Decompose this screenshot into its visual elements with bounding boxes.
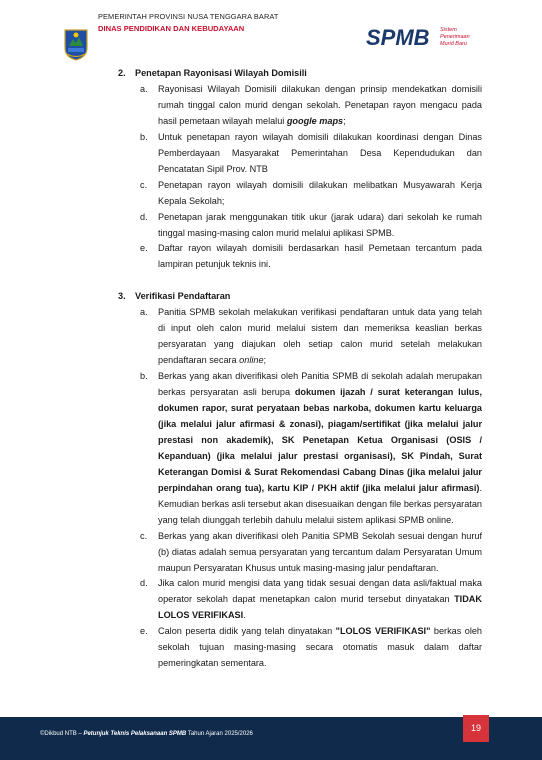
item-letter: a. (140, 83, 148, 94)
item-text (158, 305, 482, 369)
list-item (118, 178, 482, 210)
item-letter: b. (140, 371, 148, 382)
section (118, 289, 482, 672)
text-run: . Kemudian berkas asli tersebut akan disesuaikan dengan file berkas persyaratan yang telah diunggah terlebih dahulu melalui sistem aplikasi SPMB online. (158, 482, 482, 525)
section-number: 3. (118, 291, 126, 302)
item-text (158, 369, 482, 529)
text-run: google maps (286, 115, 344, 126)
text-run: ; (263, 355, 267, 366)
list-item (118, 305, 482, 369)
department-name: DINAS PENDIDIKAN DAN KEBUDAYAAN (98, 24, 245, 33)
list-item (118, 130, 482, 178)
text-run: Daftar rayon wilayah domisili berdasarkan hasil Pemetaan tercantum pada lampiran petunjuk teknis ini. (158, 243, 482, 270)
text-run: Calon peserta didik yang telah dinyatakan (158, 626, 336, 637)
page-number: 19 (463, 715, 489, 742)
list-item (118, 576, 482, 624)
item-letter: d. (140, 211, 148, 222)
footer-copyright: ©Dikbud NTB – (40, 731, 84, 737)
item-text (158, 82, 482, 130)
section-title: Verifikasi Pendaftaran (135, 291, 231, 302)
text-run: Panitia SPMB sekolah melakukan verifikasi pendaftaran untuk data yang telah di input oleh calon murid melalui sistem dan memeriksa keaslian berkas persyaratan yang diajukan oleh setiap calon murid setelah melakukan pendaftaran secara (158, 307, 482, 366)
page-footer (0, 717, 542, 760)
spmb-logo (364, 22, 484, 52)
text-run: Untuk penetapan rayon wilayah domisili dilakukan koordinasi dengan Dinas Pemberdayaan Masyarakat Pemerintahan Desa Kependudukan dan Pencatatan Sipil Prov. NTB (158, 131, 482, 174)
item-letter: e. (140, 243, 148, 254)
logo-subtitle: Penerimaan (440, 34, 470, 40)
item-letter: a. (140, 307, 148, 318)
text-run: Berkas yang akan diverifikasi oleh Panitia SPMB Sekolah sesuai dengan huruf (b) diatas adalah semua persyaratan yang tercantum dalam Persyaratan Umum maupun Persyaratan Khusus untuk masing-masing jalur pendaftaran. (158, 530, 482, 573)
text-run: ; (343, 115, 346, 126)
text-run: "LOLOS VERIFIKASI" (335, 626, 431, 637)
section-heading (118, 289, 482, 305)
item-letter: c. (140, 530, 148, 541)
text-run: Jika calon murid mengisi data yang tidak sesuai dengan data asli/faktual maka operator sekolah dapat menetapkan calon murid tersebut dinyatakan (158, 578, 482, 605)
item-letter: d. (140, 578, 148, 589)
text-run: TIDAK LOLOS VERIFIKASI (158, 594, 482, 621)
item-letter: c. (140, 179, 148, 190)
section-spacer (118, 273, 482, 289)
text-run: Rayonisasi Wilayah Domisili dilakukan dengan prinsip mendekatkan domisili rumah tinggal calon murid dengan sekolah. Penetapan rayon mengacu pada hasil pemetaan wilayah melalui (158, 83, 482, 126)
item-list (118, 82, 482, 273)
list-item (118, 369, 482, 529)
page-header (0, 0, 542, 62)
item-text (158, 210, 482, 242)
item-list (118, 305, 482, 672)
section (118, 66, 482, 273)
text-run: dokumen ijazah / surat keterangan lulus, dokumen rapor, surat peryataan bebas narkoba, dokumen kartu keluarga (jika melalui jalur afirmasi & zonasi), piagam/sertifikat (jika melalui jalur prestasi non akademik), SK Penetapan Ketua Organisasi (OSIS / Kepanduan) (jika melalui jalur prestasi organisasi), SK Pindah, Surat Keterangan Domisi & Surat Rekomendasi Cabang Dinas (jika melalui jalur perpindahan orang tua), kartu KIP / PKH aktif (jika melalui jalur afirmasi) (158, 387, 482, 493)
footer-year: Tahun Ajaran 2025/2026 (186, 731, 253, 737)
text-run: berkas oleh sekolah tujuan masing-masing secara otomatis masuk dalam daftar pemeringkatan sementara. (158, 626, 483, 669)
footer-doc-title: Petunjuk Teknis Pelaksanaan SPMB (83, 731, 187, 737)
document-body (118, 66, 482, 672)
item-text (158, 241, 482, 273)
text-run: online (239, 355, 264, 366)
government-name: PEMERINTAH PROVINSI NUSA TENGGARA BARAT (98, 12, 279, 21)
text-run: Berkas yang akan diverifikasi oleh Panitia SPMB di sekolah adalah merupakan berkas persyaratan asli berupa (158, 371, 482, 398)
text-run: Penetapan rayon wilayah domisili dilakukan melibatkan Musyawarah Kerja Kepala Sekolah; (158, 179, 482, 206)
item-text (158, 624, 482, 672)
ntb-emblem-icon (62, 28, 90, 61)
item-text (158, 529, 482, 577)
item-letter: e. (140, 626, 148, 637)
item-text (158, 130, 482, 178)
text-run: . (243, 610, 246, 621)
section-title: Penetapan Rayonisasi Wilayah Domisili (135, 68, 307, 78)
logo-subtitle: Murid Baru (440, 41, 467, 47)
section-heading (118, 66, 482, 82)
list-item (118, 529, 482, 577)
item-letter: b. (140, 131, 148, 142)
section-number: 2. (118, 68, 126, 78)
item-text (158, 178, 482, 210)
text-run: Penetapan jarak menggunakan titik ukur (jarak udara) dari sekolah ke rumah tinggal masing-masing calon murid melalui aplikasi SPMB. (158, 211, 482, 238)
list-item (118, 624, 482, 672)
list-item (118, 241, 482, 273)
item-text (158, 576, 482, 624)
footer-text (40, 731, 253, 737)
logo-wordmark: SPMB (366, 25, 430, 50)
list-item (118, 210, 482, 242)
logo-subtitle: Sistem (440, 27, 457, 33)
list-item (118, 82, 482, 130)
